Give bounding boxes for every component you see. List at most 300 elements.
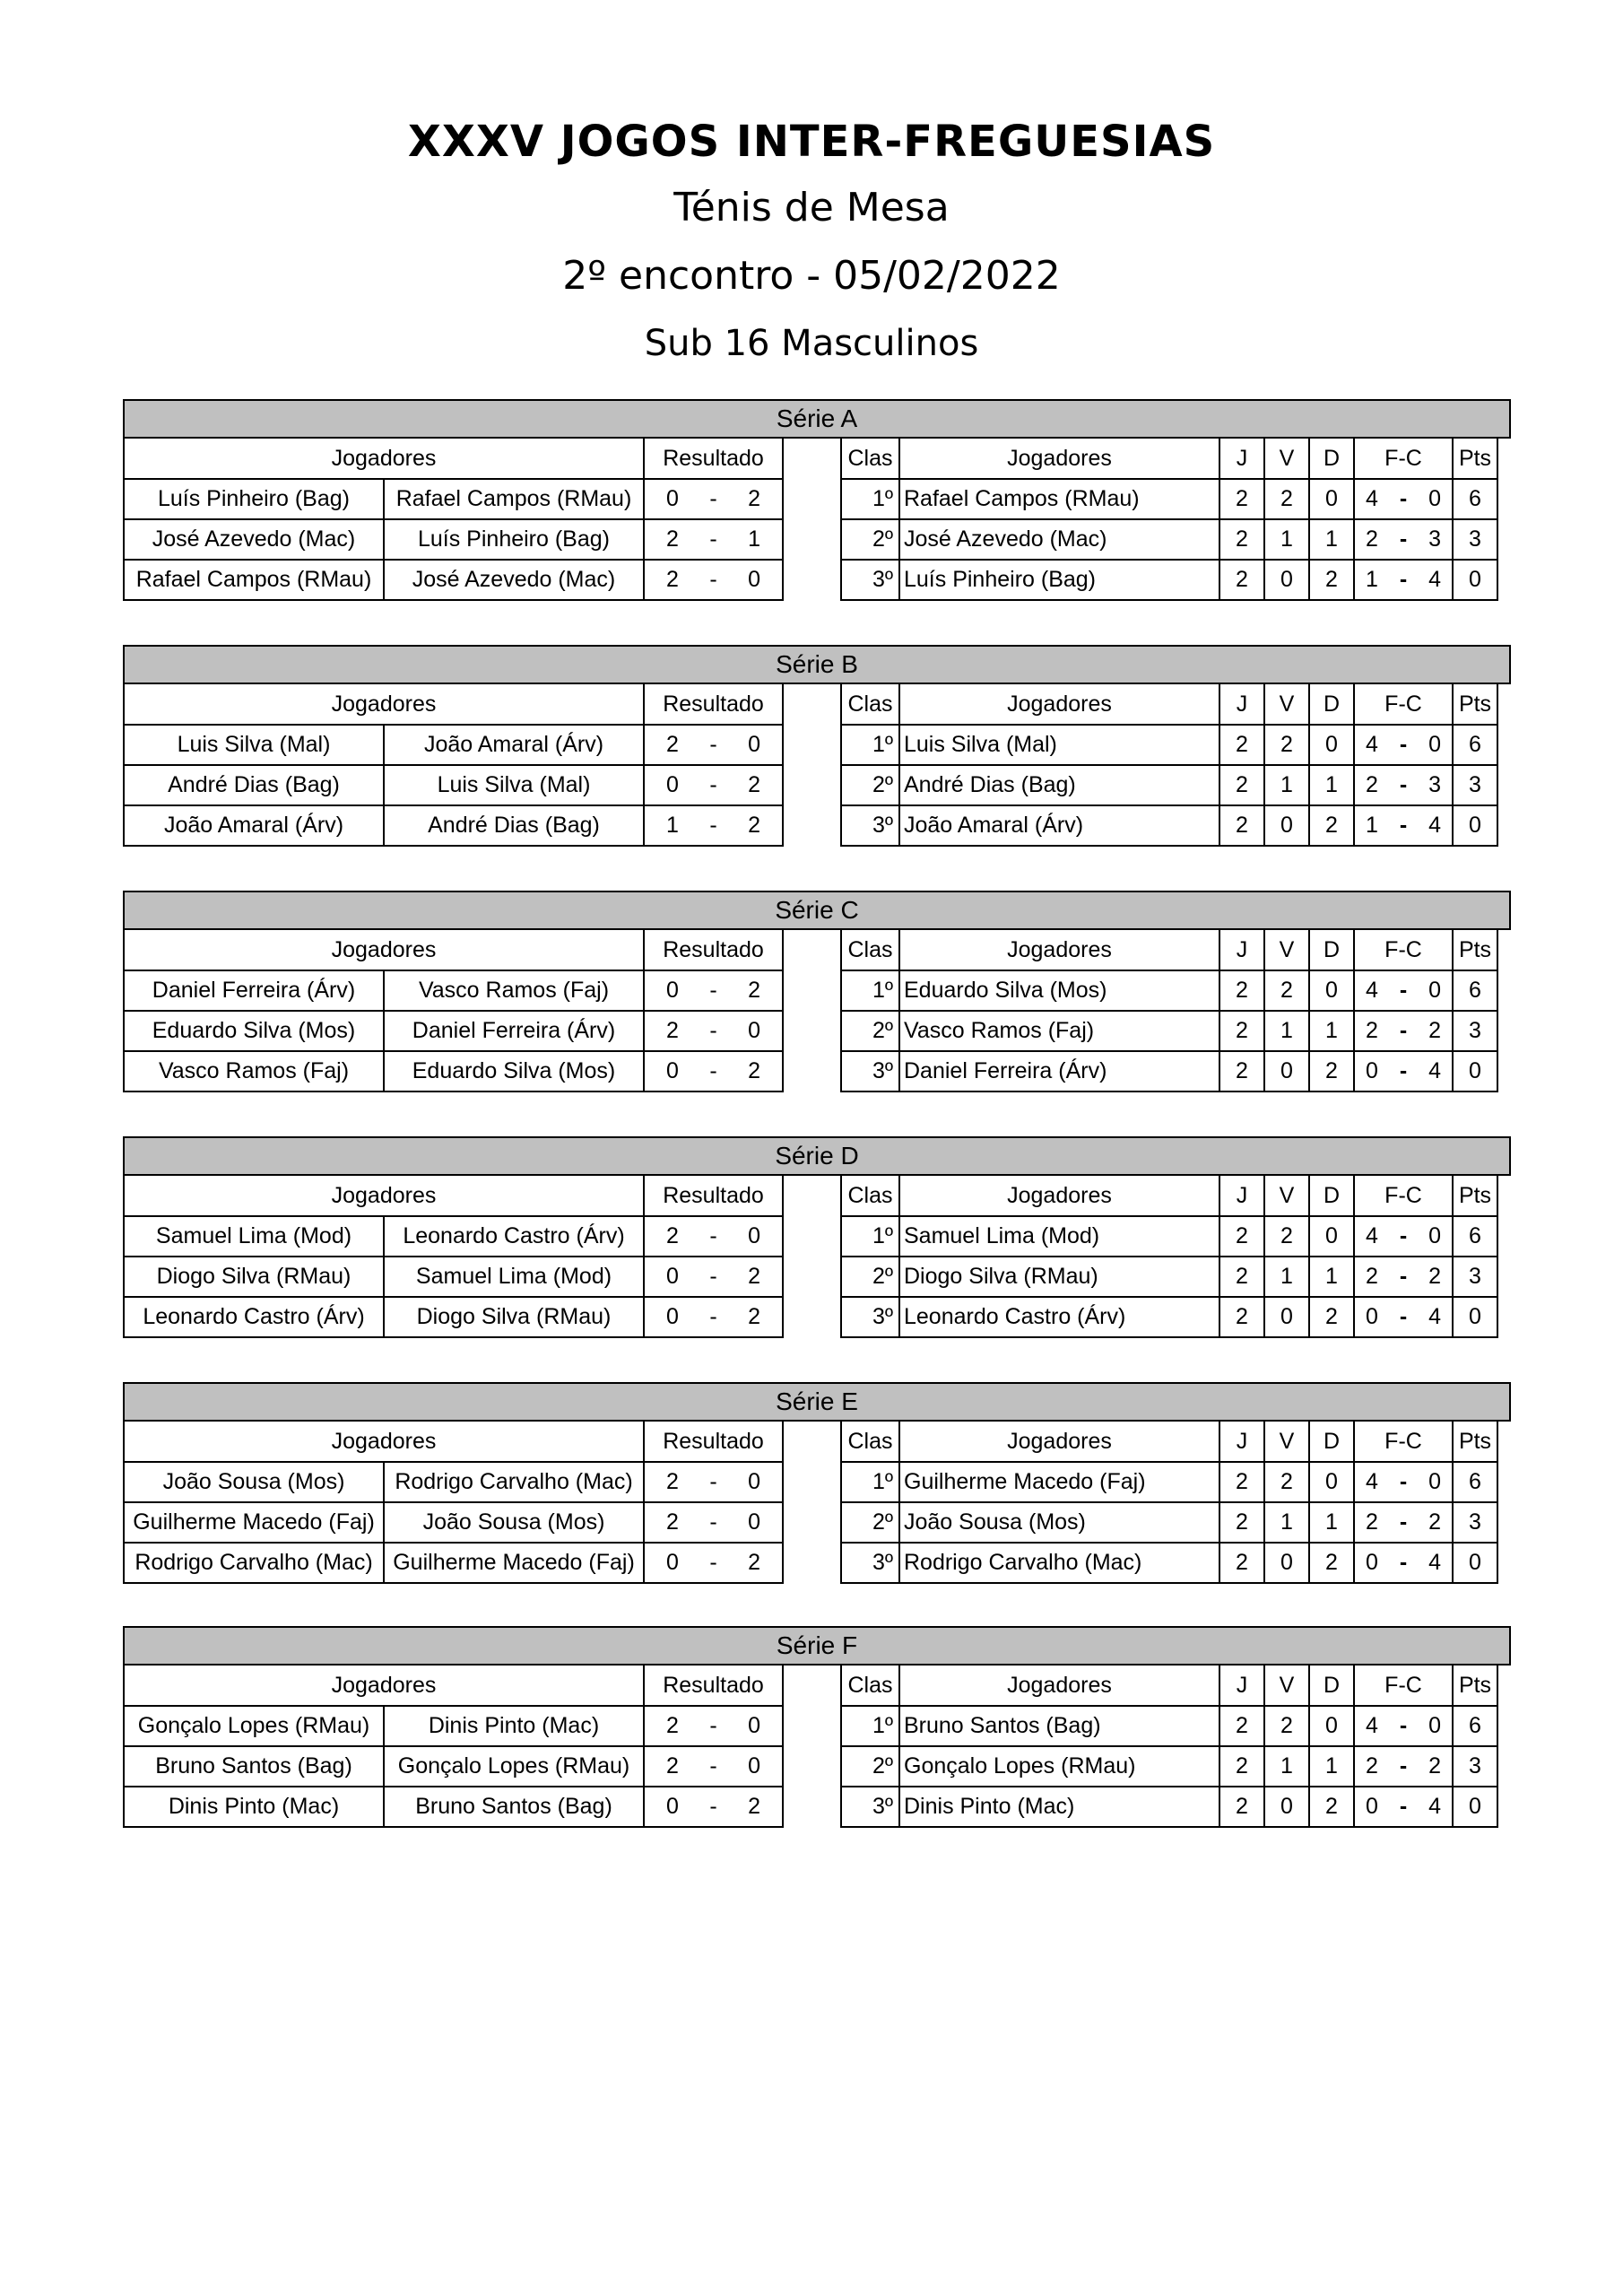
fc-header: F-C (1354, 1176, 1453, 1216)
position: 2º (841, 1746, 899, 1787)
score-1: 2 (666, 1753, 679, 1779)
match-player-1: Luis Silva (Mal) (124, 725, 384, 765)
meeting-title: 2º encontro - 05/02/2022 (562, 253, 1061, 299)
losses: 1 (1309, 1746, 1354, 1787)
match-row (124, 1216, 783, 1257)
points: 6 (1453, 1216, 1497, 1257)
fc-header: F-C (1354, 1665, 1453, 1706)
standing-row (841, 805, 1497, 846)
position: 2º (841, 765, 899, 805)
sets-for-against (1354, 1011, 1453, 1051)
score-1: 2 (666, 1469, 679, 1494)
sets-against: 3 (1428, 526, 1441, 552)
score-separator: - (709, 1753, 717, 1779)
sets-for: 2 (1366, 1753, 1378, 1779)
sets-for: 4 (1366, 978, 1378, 1003)
standing-player: Bruno Santos (Bag) (899, 1706, 1219, 1746)
score-2: 0 (748, 732, 760, 757)
match-result (644, 519, 783, 560)
score-2: 2 (748, 1794, 760, 1819)
points: 0 (1453, 1787, 1497, 1827)
series-section (123, 1136, 1511, 1337)
standing-player: Leonardo Castro (Árv) (899, 1297, 1219, 1337)
position: 3º (841, 805, 899, 846)
j-header: J (1219, 684, 1264, 725)
standing-row (841, 1011, 1497, 1051)
wins: 2 (1264, 970, 1309, 1011)
sets-against: 0 (1428, 978, 1441, 1003)
series-title: Série A (123, 399, 1511, 439)
score-2: 0 (748, 1753, 760, 1779)
sets-separator: - (1399, 567, 1408, 592)
score-2: 0 (748, 567, 760, 592)
table-header-row (841, 1665, 1497, 1706)
position: 1º (841, 725, 899, 765)
standing-player: Diogo Silva (RMau) (899, 1257, 1219, 1297)
match-player-1: Daniel Ferreira (Árv) (124, 970, 384, 1011)
sets-for-against (1354, 1746, 1453, 1787)
losses: 0 (1309, 1216, 1354, 1257)
d-header: D (1309, 1176, 1354, 1216)
pts-header: Pts (1453, 1665, 1497, 1706)
score-1: 1 (666, 813, 679, 838)
match-row (124, 725, 783, 765)
sets-against: 0 (1428, 1469, 1441, 1494)
sets-for: 1 (1366, 567, 1378, 592)
points: 6 (1453, 970, 1497, 1011)
wins: 2 (1264, 1462, 1309, 1502)
match-player-2: Gonçalo Lopes (RMau) (384, 1746, 644, 1787)
games-played: 2 (1219, 805, 1264, 846)
players-header: Jogadores (899, 1176, 1219, 1216)
match-result (644, 1706, 783, 1746)
j-header: J (1219, 1176, 1264, 1216)
match-result (644, 479, 783, 519)
games-played: 2 (1219, 1216, 1264, 1257)
sets-separator: - (1399, 813, 1408, 838)
series-title: Série D (123, 1136, 1511, 1176)
j-header: J (1219, 1422, 1264, 1462)
games-played: 2 (1219, 1051, 1264, 1091)
games-played: 2 (1219, 1257, 1264, 1297)
sets-for: 0 (1366, 1058, 1378, 1083)
score-2: 2 (748, 1264, 760, 1289)
players-header: Jogadores (899, 684, 1219, 725)
players-header: Jogadores (899, 1665, 1219, 1706)
sets-against: 2 (1428, 1264, 1441, 1289)
sets-separator: - (1399, 1264, 1408, 1289)
fc-header: F-C (1354, 930, 1453, 970)
points: 6 (1453, 1706, 1497, 1746)
match-player-2: Rafael Campos (RMau) (384, 479, 644, 519)
wins: 1 (1264, 1502, 1309, 1543)
score-2: 2 (748, 978, 760, 1003)
match-player-2: Guilherme Macedo (Faj) (384, 1543, 644, 1583)
clas-header: Clas (841, 684, 899, 725)
series-title: Série F (123, 1626, 1511, 1665)
match-player-1: Diogo Silva (RMau) (124, 1257, 384, 1297)
score-1: 2 (666, 732, 679, 757)
sets-against: 4 (1428, 1794, 1441, 1819)
clas-header: Clas (841, 1176, 899, 1216)
v-header: V (1264, 684, 1309, 725)
result-header: Resultado (644, 930, 783, 970)
games-played: 2 (1219, 1787, 1264, 1827)
match-result (644, 1543, 783, 1583)
points: 3 (1453, 1746, 1497, 1787)
match-player-1: João Sousa (Mos) (124, 1462, 384, 1502)
sets-separator: - (1399, 1713, 1408, 1738)
standings-table (840, 1176, 1498, 1338)
match-result (644, 970, 783, 1011)
sets-for-against (1354, 1462, 1453, 1502)
position: 1º (841, 479, 899, 519)
result-header: Resultado (644, 1422, 783, 1462)
standing-row (841, 1051, 1497, 1091)
sets-separator: - (1399, 732, 1408, 757)
table-header-row (124, 1422, 783, 1462)
series-title: Série B (123, 645, 1511, 684)
score-2: 0 (748, 1223, 760, 1248)
sets-for-against (1354, 1706, 1453, 1746)
wins: 2 (1264, 1706, 1309, 1746)
wins: 0 (1264, 1051, 1309, 1091)
sets-for: 4 (1366, 1223, 1378, 1248)
match-result (644, 1216, 783, 1257)
games-played: 2 (1219, 560, 1264, 600)
losses: 2 (1309, 1297, 1354, 1337)
games-played: 2 (1219, 725, 1264, 765)
standings-table (840, 1422, 1498, 1584)
score-2: 0 (748, 1509, 760, 1535)
losses: 0 (1309, 725, 1354, 765)
table-header-row (124, 684, 783, 725)
d-header: D (1309, 1422, 1354, 1462)
match-player-1: Leonardo Castro (Árv) (124, 1297, 384, 1337)
standing-player: Rodrigo Carvalho (Mac) (899, 1543, 1219, 1583)
losses: 1 (1309, 1257, 1354, 1297)
matches-table (123, 439, 784, 601)
position: 3º (841, 1787, 899, 1827)
standings-table (840, 1665, 1498, 1828)
series-section (123, 399, 1511, 600)
sets-for: 4 (1366, 486, 1378, 511)
score-separator: - (709, 486, 717, 511)
sets-separator: - (1399, 486, 1408, 511)
match-row (124, 1706, 783, 1746)
sets-for-against (1354, 1051, 1453, 1091)
wins: 1 (1264, 1011, 1309, 1051)
score-1: 2 (666, 1509, 679, 1535)
standing-row (841, 1216, 1497, 1257)
standing-player: Rafael Campos (RMau) (899, 479, 1219, 519)
page-title: XXXV JOGOS INTER-FREGUESIAS (407, 117, 1216, 167)
score-2: 2 (748, 772, 760, 797)
score-1: 0 (666, 1794, 679, 1819)
standing-player: Luís Pinheiro (Bag) (899, 560, 1219, 600)
position: 3º (841, 1543, 899, 1583)
standing-player: Daniel Ferreira (Árv) (899, 1051, 1219, 1091)
match-row (124, 765, 783, 805)
table-header-row (841, 930, 1497, 970)
score-separator: - (709, 1058, 717, 1083)
clas-header: Clas (841, 1422, 899, 1462)
players-header: Jogadores (124, 930, 644, 970)
sets-for-against (1354, 1297, 1453, 1337)
score-1: 0 (666, 1264, 679, 1289)
standing-row (841, 970, 1497, 1011)
table-header-row (841, 439, 1497, 479)
match-player-2: José Azevedo (Mac) (384, 560, 644, 600)
score-2: 1 (748, 526, 760, 552)
points: 6 (1453, 725, 1497, 765)
standing-row (841, 1543, 1497, 1583)
category-title: Sub 16 Masculinos (644, 323, 979, 364)
match-player-2: Samuel Lima (Mod) (384, 1257, 644, 1297)
points: 6 (1453, 1462, 1497, 1502)
players-header: Jogadores (124, 1176, 644, 1216)
matches-table (123, 684, 784, 847)
score-separator: - (709, 1509, 717, 1535)
match-player-1: José Azevedo (Mac) (124, 519, 384, 560)
fc-header: F-C (1354, 684, 1453, 725)
wins: 0 (1264, 560, 1309, 600)
losses: 1 (1309, 1502, 1354, 1543)
losses: 0 (1309, 1706, 1354, 1746)
standing-row (841, 1502, 1497, 1543)
clas-header: Clas (841, 439, 899, 479)
match-player-2: Diogo Silva (RMau) (384, 1297, 644, 1337)
standing-player: João Sousa (Mos) (899, 1502, 1219, 1543)
table-header-row (841, 1422, 1497, 1462)
position: 3º (841, 1297, 899, 1337)
losses: 0 (1309, 1462, 1354, 1502)
match-player-2: André Dias (Bag) (384, 805, 644, 846)
match-player-2: Rodrigo Carvalho (Mac) (384, 1462, 644, 1502)
points: 0 (1453, 560, 1497, 600)
sets-for: 0 (1366, 1794, 1378, 1819)
sets-against: 0 (1428, 486, 1441, 511)
score-2: 2 (748, 1058, 760, 1083)
standing-row (841, 765, 1497, 805)
match-player-2: Daniel Ferreira (Árv) (384, 1011, 644, 1051)
series-title: Série E (123, 1382, 1511, 1422)
score-separator: - (709, 526, 717, 552)
sets-for: 2 (1366, 526, 1378, 552)
games-played: 2 (1219, 1502, 1264, 1543)
result-header: Resultado (644, 684, 783, 725)
score-2: 2 (748, 486, 760, 511)
score-1: 0 (666, 1304, 679, 1329)
match-result (644, 1051, 783, 1091)
match-player-1: André Dias (Bag) (124, 765, 384, 805)
match-player-2: Vasco Ramos (Faj) (384, 970, 644, 1011)
score-2: 0 (748, 1469, 760, 1494)
losses: 0 (1309, 479, 1354, 519)
table-header-row (841, 1176, 1497, 1216)
v-header: V (1264, 1176, 1309, 1216)
standing-player: Vasco Ramos (Faj) (899, 1011, 1219, 1051)
fc-header: F-C (1354, 1422, 1453, 1462)
points: 0 (1453, 1543, 1497, 1583)
table-header-row (124, 1176, 783, 1216)
points: 3 (1453, 519, 1497, 560)
table-header-row (124, 439, 783, 479)
standing-row (841, 1706, 1497, 1746)
sets-separator: - (1399, 1469, 1408, 1494)
sets-for: 2 (1366, 1018, 1378, 1043)
match-result (644, 1011, 783, 1051)
points: 6 (1453, 479, 1497, 519)
standing-row (841, 1462, 1497, 1502)
losses: 1 (1309, 765, 1354, 805)
players-header: Jogadores (899, 930, 1219, 970)
series-section (123, 645, 1511, 846)
match-player-1: Guilherme Macedo (Faj) (124, 1502, 384, 1543)
standing-row (841, 1746, 1497, 1787)
sets-for-against (1354, 970, 1453, 1011)
standings-table (840, 930, 1498, 1092)
score-1: 0 (666, 1058, 679, 1083)
games-played: 2 (1219, 519, 1264, 560)
match-row (124, 1297, 783, 1337)
match-row (124, 1787, 783, 1827)
sport-title: Ténis de Mesa (673, 185, 950, 230)
score-separator: - (709, 1469, 717, 1494)
sets-for: 2 (1366, 772, 1378, 797)
table-header-row (124, 1665, 783, 1706)
sets-for: 2 (1366, 1509, 1378, 1535)
match-result (644, 765, 783, 805)
match-player-2: Bruno Santos (Bag) (384, 1787, 644, 1827)
sets-against: 3 (1428, 772, 1441, 797)
sets-against: 0 (1428, 1223, 1441, 1248)
standing-row (841, 1257, 1497, 1297)
table-header-row (841, 684, 1497, 725)
score-1: 2 (666, 526, 679, 552)
match-player-1: João Amaral (Árv) (124, 805, 384, 846)
matches-table (123, 1422, 784, 1584)
games-played: 2 (1219, 1011, 1264, 1051)
match-row (124, 560, 783, 600)
match-player-1: Rafael Campos (RMau) (124, 560, 384, 600)
sets-against: 4 (1428, 1058, 1441, 1083)
score-separator: - (709, 1713, 717, 1738)
standing-player: José Azevedo (Mac) (899, 519, 1219, 560)
sets-for: 0 (1366, 1304, 1378, 1329)
standing-player: André Dias (Bag) (899, 765, 1219, 805)
sets-against: 0 (1428, 732, 1441, 757)
match-row (124, 1502, 783, 1543)
losses: 2 (1309, 560, 1354, 600)
score-separator: - (709, 1264, 717, 1289)
sets-separator: - (1399, 1794, 1408, 1819)
match-row (124, 1257, 783, 1297)
match-row (124, 1011, 783, 1051)
match-result (644, 560, 783, 600)
wins: 2 (1264, 479, 1309, 519)
match-player-2: Eduardo Silva (Mos) (384, 1051, 644, 1091)
match-result (644, 805, 783, 846)
match-player-2: Luis Silva (Mal) (384, 765, 644, 805)
pts-header: Pts (1453, 439, 1497, 479)
j-header: J (1219, 930, 1264, 970)
sets-separator: - (1399, 1304, 1408, 1329)
points: 3 (1453, 1011, 1497, 1051)
match-result (644, 1297, 783, 1337)
match-player-1: Luís Pinheiro (Bag) (124, 479, 384, 519)
score-2: 2 (748, 1304, 760, 1329)
position: 2º (841, 1502, 899, 1543)
result-header: Resultado (644, 439, 783, 479)
games-played: 2 (1219, 1297, 1264, 1337)
players-header: Jogadores (124, 1422, 644, 1462)
games-played: 2 (1219, 1543, 1264, 1583)
result-header: Resultado (644, 1665, 783, 1706)
score-1: 2 (666, 1018, 679, 1043)
v-header: V (1264, 439, 1309, 479)
wins: 0 (1264, 805, 1309, 846)
score-separator: - (709, 1018, 717, 1043)
wins: 2 (1264, 725, 1309, 765)
sets-for: 4 (1366, 1469, 1378, 1494)
sets-separator: - (1399, 1018, 1408, 1043)
match-result (644, 725, 783, 765)
games-played: 2 (1219, 970, 1264, 1011)
d-header: D (1309, 684, 1354, 725)
sets-for: 0 (1366, 1550, 1378, 1575)
games-played: 2 (1219, 479, 1264, 519)
match-player-2: Leonardo Castro (Árv) (384, 1216, 644, 1257)
result-header: Resultado (644, 1176, 783, 1216)
standing-row (841, 1297, 1497, 1337)
losses: 2 (1309, 1051, 1354, 1091)
standing-player: Eduardo Silva (Mos) (899, 970, 1219, 1011)
match-player-1: Eduardo Silva (Mos) (124, 1011, 384, 1051)
match-player-1: Gonçalo Lopes (RMau) (124, 1706, 384, 1746)
clas-header: Clas (841, 1665, 899, 1706)
score-separator: - (709, 567, 717, 592)
points: 3 (1453, 765, 1497, 805)
sets-separator: - (1399, 978, 1408, 1003)
pts-header: Pts (1453, 684, 1497, 725)
score-separator: - (709, 1304, 717, 1329)
standing-player: Samuel Lima (Mod) (899, 1216, 1219, 1257)
matches-table (123, 1665, 784, 1828)
losses: 1 (1309, 1011, 1354, 1051)
points: 0 (1453, 805, 1497, 846)
standing-row (841, 725, 1497, 765)
players-header: Jogadores (899, 439, 1219, 479)
position: 1º (841, 1462, 899, 1502)
score-separator: - (709, 1223, 717, 1248)
position: 3º (841, 560, 899, 600)
pts-header: Pts (1453, 930, 1497, 970)
sets-for-against (1354, 725, 1453, 765)
d-header: D (1309, 439, 1354, 479)
wins: 1 (1264, 1257, 1309, 1297)
position: 2º (841, 1011, 899, 1051)
score-separator: - (709, 732, 717, 757)
sets-for-against (1354, 1216, 1453, 1257)
match-row (124, 970, 783, 1011)
sets-separator: - (1399, 1550, 1408, 1575)
sets-for-against (1354, 560, 1453, 600)
sets-against: 4 (1428, 1304, 1441, 1329)
match-row (124, 479, 783, 519)
series-section (123, 891, 1511, 1091)
sets-separator: - (1399, 1058, 1408, 1083)
